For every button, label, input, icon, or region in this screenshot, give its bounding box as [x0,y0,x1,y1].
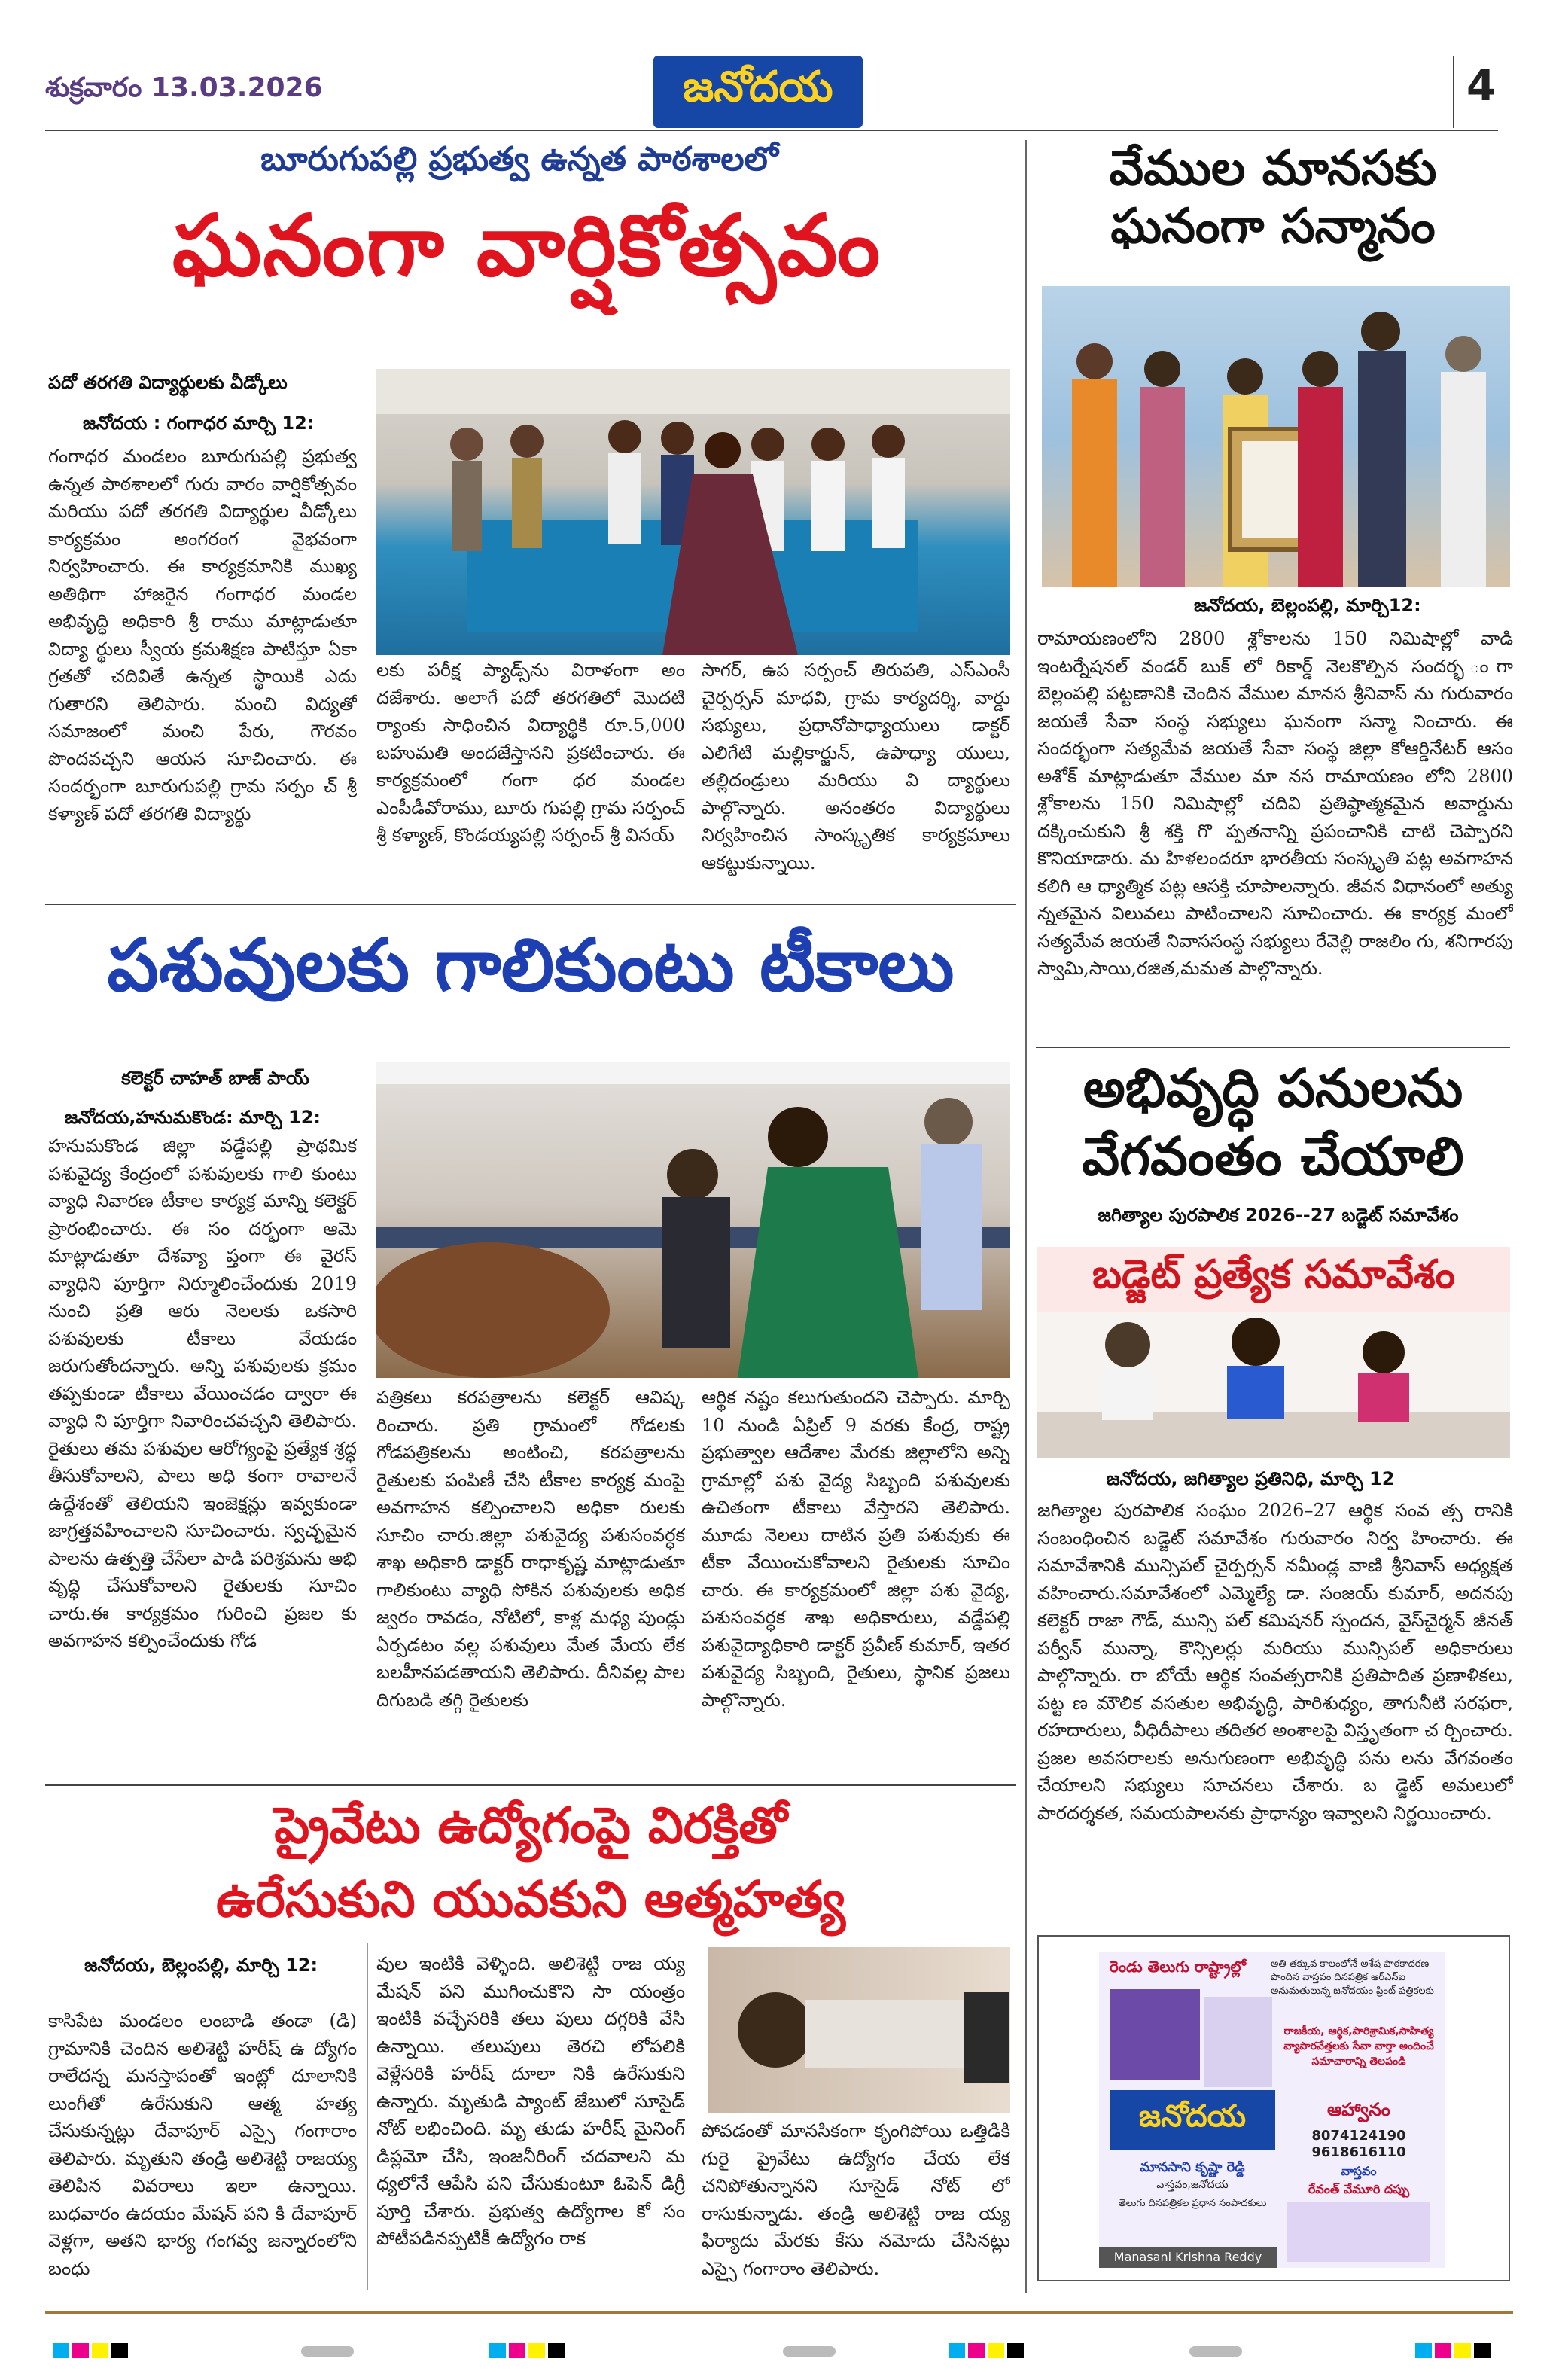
story5-photo [708,1947,1010,2113]
story1-headline: ఘనంగా వార్షికోత్సవం [172,197,882,295]
ad-editor-name: మానసాని కృష్ణా రెడ్డి [1140,2159,1245,2175]
section-rule [45,904,1016,905]
story4-headline: అభివృద్ధి పనులను వేగవంతం చేయాలి [1082,1057,1464,1187]
issue-date: శుక్రవారం 13.03.2026 [45,72,323,103]
story4-dateline: జనోదయ, జగిత్యాల ప్రతినిధి, మార్చి 12 [1107,1468,1395,1489]
ad-brand: వాస్తవం [1341,2164,1377,2178]
ad-top-left: రెండు తెలుగు రాష్ట్రాల్లో [1110,1958,1247,1976]
story3-subhead: కలెక్టర్ చాహత్ బాజ్ పాయ్ [121,1068,309,1089]
story5-body-col2: వుల ఇంటికి వెళ్ళింది. అలిశెట్టి రాజ య్య మేషన్ పని ముగించుకొని సా యంత్రం ఇంటికి వచ్చేసరికి తలు పులు దగ్గరికి వేసి ఉన్నాయి. తలుపులు తెరచి లోపలికి వెళ్లేసరికి హరీష్ దూలా నికి ఉరేసుకుని ఉన్నారు. మృతుడి ప్యాంట్ జేబులో సూసైడ్ నోట్ లభించింది. మృ తుడు హరీష్ మైనింగ్ డిప్లమో చేసి, ఇంజనీరింగ్ చదవాలని మ ధ్యలోనే ఆపేసి పని చేసుకుంటూ ఓపెన్ డిగ్రీ పూర్తి చేశారు. ప్రభుత్వ ఉద్యోగాల కో సం పోటీపడినప్పటికీ ఉద్యోగం రాక [376,1953,685,2249]
story5-dateline: జనోదయ, బెల్లంపల్లి, మార్చి 12: [84,1955,318,1976]
ad-list: రాజకీయ, ఆర్థిక,పారిశ్రామిక,సాహిత్య వ్యాపారవేత్తలకు సేవా వార్తా అందించే సమాచారాన్ని తెలపండి [1283,2025,1434,2068]
ad-editor-sub2: తెలుగు దినపత్రికల ప్రధాన సంపాదకులు [1118,2198,1267,2209]
section-rule [45,1784,1016,1786]
story1-kicker: బూరుగుపల్లి ప్రభుత్వ ఉన్నత పాఠశాలలో [260,140,778,178]
ad-logo-text: జనోదయ [1138,2099,1247,2134]
ad-phone-1: 8074124190 [1311,2128,1406,2144]
story5-body-col3: పోవడంతో మానసికంగా కృంగిపోయి ఒత్తిడికి గురై ప్రైవేటు ఉద్యోగం చేయ లేక చనిపోతున్నానని సూసైడ్ నోట్ లో రాసుకున్నాడు. తండ్రి అలిశెట్టి రాజ య్య ఫిర్యాదు మేరకు కేసు నమోదు చేసినట్లు ఎస్సై గంగారాం తెలిపారు. [702,2120,1010,2279]
story2-headline: వేముల మానసకు ఘనంగా సన్మానం [1109,141,1437,254]
story2-dateline: జనోదయ, బెల్లంపల్లి, మార్చి12: [1194,595,1421,616]
story4-banner-text: బడ్జెట్ ప్రత్యేక సమావేశం [1092,1251,1456,1297]
story1-body-col2: లకు పరీక్ష ప్యాడ్స్‌ను విరాళంగా అం దజేశారు. అలాగే పదో తరగతిలో మొదటి ర్యాంకు సాధించిన విద్యార్థికి రూ.5,000 బహుమతి అందజేస్తానని ప్రకటించారు. ఈ కార్యక్రమంలో గంగా ధర మండల ఎంపీడీవోరాము, బూరు గుపల్లి గ్రామ సర్పంచ్ శ్రీ కళ్యాణ్, కొండయ్యపల్లి సర్పంచ్ శ్రీ వినయ్ [376,660,685,846]
story5-body-col1: కాసిపేట మండలం లంబాడి తండా (డి) గ్రామానికి చెందిన అలిశెట్టి హరీష్ ఉ ద్యోగం రాలేదన్న మనస్తాపంతో ఇంట్లో దూలానికి లుంగీతో ఉరేసుకుని ఆత్మ హత్య చేసుకున్నట్లు దేవాపూర్ ఎస్సై గంగారాం తెలిపారు. మృతుని తండ్రి అలిశెట్టి రాజయ్య తెలిపిన వివరాలు ఇలా ఉన్నాయి. బుధవారం ఉదయం మేషన్ పని కి దేవాపూర్ వెళ్లగా, అతని భార్య గంగవ్వ జన్నారంలోని బంధు [48,2010,357,2279]
masthead-rule [45,130,1498,131]
story4-body: జగిత్యాల పురపాలిక సంఘం 2026–27 ఆర్థిక సంవ త్స రానికి సంబంధించిన బడ్జెట్ సమావేశం గురువారం నిర్వ హించారు. ఈ సమావేశానికి మున్సిపల్ చైర్పర్సన్ నమీండ్ల వాణి శ్రీనివాస్ అధ్యక్షత వహించారు.సమావేశంలో ఎమ్మెల్యే డా. సంజయ్ కుమార్, అదనపు కలెక్టర్ రాజా గౌడ్, మున్సి పల్ కమిషనర్ స్పందన, వైస్‌చైర్మన్ జీనత్ పర్వీన్ మున్నా, కౌన్సిలర్లు మరియు మున్సిపల్ అధికారులు పాల్గొన్నారు. రా బోయే ఆర్థిక సంవత్సరానికి ప్రతిపాదిత ప్రణాళికలు, పట్ట ణ మౌలిక వసతుల అభివృద్ధి, పారిశుధ్యం, తాగునీటి సరఫరా, రహదారులు, వీధిదీపాలు తదితర అంశాలపై విస్తృతంగా చ ర్చించారు. ప్రజల అవసరాలకు అనుగుణంగా అభివృద్ధి పను లను వేగవంతం చేయాలని సభ్యులు సూచనలు చేశారు. బ డ్జెట్ అమలులో పారదర్శకత, సమయపాలనకు ప్రాధాన్యం ఇవ్వాలని నిర్ణయించారు. [1037,1500,1513,1824]
story3-body-col2: పత్రికలు కరపత్రాలను కలెక్టర్ ఆవిష్క రించారు. ప్రతి గ్రామంలో గోడలకు గోడపత్రికలను అంటించి, కరపత్రాలను రైతులకు పంపిణీ చేసి టీకాల కార్యక్ర మంపై అవగాహన కల్పించాలని అధికా రులకు సూచిం చారు.జిల్లా పశువైద్య పశుసంవర్ధక శాఖ అధికారి డాక్టర్ రాధాకృష్ణ మాట్లాడుతూ గాలికుంటు వ్యాధి సోకిన పశువులకు అధిక జ్వరం రావడం, నోటిలో, కాళ్ల మధ్య పుండ్లు ఏర్పడటం వల్ల పశువులు మేత మేయ లేక బలహీనపడతాయని తెలిపారు. దీనివల్ల పాల దిగుబడి తగ్గి రైతులకు [376,1387,685,1711]
story4-photo [1037,1247,1510,1458]
ad-paper-thumbnail [1110,1989,1200,2080]
story2-photo [1042,286,1510,587]
story1-dateline: జనోదయ : గంగాధర మార్చి 12: [83,413,315,434]
ad-invite: ఆహ్వానం [1327,2099,1390,2120]
paper-logo [653,56,863,128]
paper-name: జనోదయ [683,62,833,111]
story1-body-col3: సాగర్, ఉప సర్పంచ్ తిరుపతి, ఎస్ఎంసీ చైర్పర్సన్ మాధవి, గ్రామ కార్యదర్శి, వార్డు సభ్యులు, ప్రధానోపాధ్యాయులు డాక్టర్ ఎలిగేటి మల్లికార్జున్, ఉపాధ్యా యులు, తల్లిదండ్రులు మరియు వి ద్యార్థులు పాల్గొన్నారు. అనంతరం విద్యార్థులు నిర్వహించిన సాంస్కృతిక కార్యక్రమాలు ఆకట్టుకున్నాయి. [702,660,1010,873]
story1-photo [376,369,1010,655]
ad-phones [1287,2128,1430,2161]
story4-subhead: జగిత్యాల పురపాలిక 2026--27 బడ్జెట్ సమావేశం [1098,1205,1459,1226]
ad-paper-thumbnail-2 [1204,1997,1272,2087]
ad-portrait [1287,2202,1430,2262]
ad-top-right: అతి తక్కువ కాలంలోనే అశేష పాఠకాదరణ పొందిన వాస్తవం దినపత్రిక ఆర్ఎన్ఐ అనుమతులున్న జనోదయం ప్రింట్ పత్రికలకు [1271,1958,1434,1997]
story3-headline: పశువులకు గాలికుంటు టీకాలు [107,923,955,1007]
story5-headline-line2: ఉరేసుకుని యువకుని ఆత్మహత్య [215,1870,846,1928]
story1-subhead: పదో తరగతి విద్యార్థులకు వీడ్కోలు [48,372,288,393]
page-number: 4 [1466,62,1496,111]
ad-logo [1110,2090,1275,2150]
ad-right-name: రేవంత్ వేమూరి దప్పు [1308,2182,1410,2196]
masthead-divider [1453,56,1454,128]
story3-body-col3: ఆర్థిక నష్టం కలుగుతుందని చెప్పారు. మార్చి 10 నుండి ఏప్రిల్ 9 వరకు కేంద్ర, రాష్ట్ర ప్రభుత్వాల ఆదేశాల మేరకు జిల్లాలోని అన్ని గ్రామాల్లో పశు వైద్య సిబ్బంది పశువులకు ఉచితంగా టీకాలు వేస్తారని తెలిపారు. మూడు నెలలు దాటిన ప్రతి పశువుకు ఈ టీకా వేయించుకోవాలని రైతులకు సూచిం చారు. ఈ కార్యక్రమంలో జిల్లా పశు వైద్య, పశుసంవర్ధక శాఖ అధికారులు, వడ్డేపల్లి పశువైద్యాధికారి డాక్టర్ ప్రవీణ్ కుమార్, ఇతర పశువైద్య సిబ్బంది, రైతులు, స్థానిక ప్రజలు పాల్గొన్నారు. [702,1387,1010,1711]
story3-photo [376,1062,1010,1378]
column-divider [367,1943,368,2290]
footer-rule [45,2311,1513,2314]
advertisement [1037,1935,1510,2281]
story3-body-col1: హనుమకొండ జిల్లా వడ్డేపల్లి ప్రాథమిక పశువైద్య కేంద్రంలో పశువులకు గాలి కుంటు వ్యాధి నివారణ టీకాల కార్యక్ర మాన్ని కలెక్టర్ ప్రారంభించారు. ఈ సం దర్భంగా ఆమె మాట్లాడుతూ దేశవ్యా ప్తంగా ఈ వైరస్ వ్యాధిని పూర్తిగా నిర్మూలించేందుకు 2019 నుంచి ప్రతి ఆరు నెలలకు ఒకసారి పశువులకు టీకాలు వేయడం జరుగుతోందన్నారు. అన్ని పశువులకు క్రమం తప్పకుండా టీకాలు వేయించడం ద్వారా ఈ వ్యాధి ని పూర్తిగా నివారించవచ్చని తెలిపారు. రైతులు తమ పశువుల ఆరోగ్యంపై ప్రత్యేక శ్రద్ధ తీసుకోవాలని, పాలు అధి కంగా రావాలనే ఉద్దేశంతో తెలియని ఇంజెక్షన్లు ఇవ్వకుండా జాగ్రత్తవహించాలని సూచించారు. స్వచ్ఛమైన పాలను ఉత్పత్తి చేసేలా పాడి పరిశ్రమను అభి వృద్ధి చేసుకోవాలని రైతులకు సూచిం చారు.ఈ కార్యక్రమం గురించి ప్రజల కు అవగాహన కల్పించేందుకు గోడ [48,1135,357,1651]
ad-editor-sub: వాస్తవం,జనోదయ [1156,2179,1229,2191]
story2-body: రామాయణంలోని 2800 శ్లోకాలను 150 నిమిషాల్లో వాడి ఇంటర్నేషనల్ వండర్ బుక్ లో రికార్డ్ నెలకొల్పిన సందర్భ ంగా బెల్లంపల్లి పట్టణానికి చెందిన వేముల మానస శ్రీనివాస్ ను గురువారం జయతే సేవా సంస్థ సభ్యులు ఘనంగా సన్మా నించారు. ఈ సందర్భంగా సత్యమేవ జయతే సేవా సంస్థ జిల్లా కోఆర్డినేటర్ ఆసం అశోక్ మాట్లాడుతూ వేముల మా నస రామాయణం లోని 2800 శ్లోకాలను 150 నిమిషాల్లో చదివి ప్రతిష్ఠాత్మకమైన అవార్డును దక్కించుకుని శ్రీ శక్తి గొ ప్పతనాన్ని ప్రపంచానికి చాటి చెప్పారని కొనియాడారు. మ హిళలందరూ భారతీయ సంస్కృతి పట్ల అవగాహన కలిగి ఆ ధ్యాత్మిక పట్ల ఆసక్తి చూపాలన్నారు. జీవన విధానంలో అత్యు న్నతమైన విలువలు పాటించాలని సూచించారు. ఈ కార్యక్ర మంలో సత్యమేవ జయతే నివాససంస్థ సభ్యులు రేవెల్లి రాజలిం గు, శనిగారపు స్వామి,సాయి,రజిత,మమత పాల్గొన్నారు. [1037,628,1513,979]
story5-headline-line1: ప్రైవేటు ఉద్యోగంపై విరక్తితో [274,1796,787,1854]
right-column-divider [1025,140,1027,2293]
ad-phone-2: 9618616110 [1311,2144,1406,2160]
ad-caption: Manasani Krishna Reddy [1099,2247,1277,2268]
story1-body-col1: గంగాధర మండలం బూరుగుపల్లి ప్రభుత్వ ఉన్నత పాఠశాలలో గురు వారం వార్షికోత్సవం మరియు పదో తరగతి విద్యార్థుల వీడ్కోలు కార్యక్రమం అంగరంగ వైభవంగా నిర్వహించారు. ఈ కార్యక్రమానికి ముఖ్య అతిథిగా హాజరైన గంగాధర మండల అభివృద్ధి అధికారి శ్రీ రాము మాట్లాడుతూ విద్యా ర్థులు స్వీయ క్రమశిక్షణ పాటిస్తూ ఏకా గ్రతతో చదివితే ఉన్నత స్థాయికి ఎదు గుతారని తెలిపారు. మంచి విద్యతో సమాజంలో మంచి పేరు, గౌరవం పొందవచ్చని ఆయన సూచించారు. ఈ సందర్భంగా బూరుగుపల్లి గ్రామ సర్పం చ్ శ్రీ కళ్యాణ్ పదో తరగతి విద్యార్థు [48,446,357,824]
section-rule [1036,1047,1510,1048]
story3-dateline: జనోదయ,హనుమకొండ: మార్చి 12: [65,1107,321,1128]
print-registration-marks [45,2340,1513,2361]
